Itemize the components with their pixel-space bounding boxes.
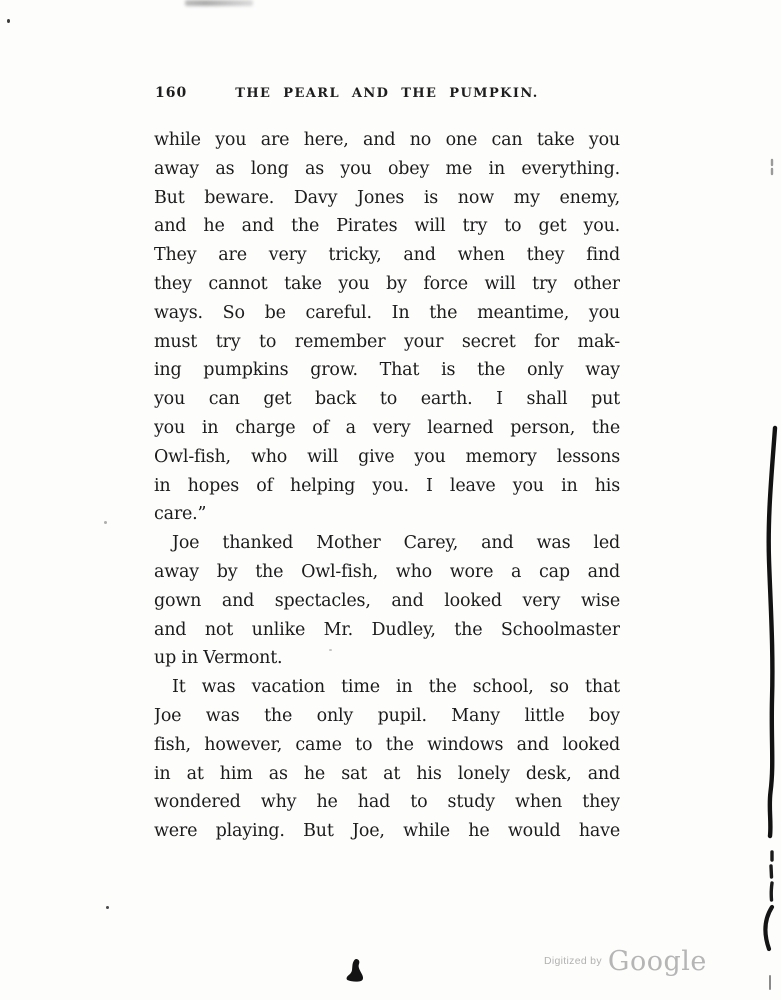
page-number: 160 bbox=[155, 85, 188, 101]
text-line: were playing. But Joe, while he would have bbox=[154, 821, 620, 842]
text-line: in hopes of helping you. I leave you in his bbox=[154, 475, 620, 496]
text-line: ways. So be careful. In the meantime, you bbox=[154, 302, 620, 323]
text-line: Joe was the only pupil. Many little boy bbox=[154, 705, 620, 726]
text-line: while you are here, and no one can take you bbox=[154, 130, 620, 150]
ink-speck bbox=[7, 19, 10, 23]
text-line: must try to remember your secret for mak- bbox=[154, 331, 620, 352]
text-line: and he and the Pirates will try to get you. bbox=[154, 216, 620, 237]
running-header-title: THE PEARL AND THE PUMPKIN. bbox=[235, 86, 539, 101]
text-line: fish, however, came to the windows and looked bbox=[154, 734, 620, 755]
text-block bbox=[154, 126, 620, 846]
binding-line-artifact bbox=[769, 428, 775, 836]
digitized-watermark bbox=[544, 946, 744, 986]
text-line: But beware. Davy Jones is now my enemy, bbox=[154, 187, 620, 208]
ink-speck bbox=[104, 521, 107, 524]
google-logo: Google bbox=[607, 946, 707, 977]
ink-speck bbox=[106, 906, 109, 909]
text-line: gown and spectacles, and looked very wise bbox=[154, 590, 620, 611]
text-line: They are very tricky, and when they find bbox=[154, 245, 620, 266]
binding-line-dash bbox=[771, 883, 772, 900]
text-line: wondered why he had to study when they bbox=[154, 792, 620, 813]
binding-line-dash bbox=[765, 907, 772, 949]
text-line: you can get back to earth. I shall put bbox=[154, 389, 620, 410]
text-line: in at him as he sat at his lonely desk, and bbox=[154, 763, 620, 784]
text-line: away by the Owl-fish, who wore a cap and bbox=[154, 561, 620, 582]
watermark-prefix: Digitized by bbox=[544, 955, 602, 967]
text-line: care.” bbox=[154, 504, 207, 525]
text-line: It was vacation time in the school, so that bbox=[172, 677, 620, 698]
text-line: they cannot take you by force will try other bbox=[154, 273, 620, 294]
text-line: and not unlike Mr. Dudley, the Schoolmaster bbox=[154, 619, 620, 640]
binding-line-dash bbox=[771, 866, 772, 877]
text-line: you in charge of a very learned person, the bbox=[154, 417, 620, 438]
scan-smudge-artifact bbox=[185, 0, 253, 6]
text-line: up in Vermont. bbox=[154, 648, 283, 669]
text-line: away as long as you obey me in everything. bbox=[154, 158, 620, 179]
text-line: Joe thanked Mother Carey, and was led bbox=[172, 533, 620, 554]
text-line: ing pumpkins grow. That is the only way bbox=[154, 360, 620, 381]
ink-blot bbox=[347, 959, 363, 982]
text-line: Owl-fish, who will give you memory lessons bbox=[154, 446, 620, 467]
